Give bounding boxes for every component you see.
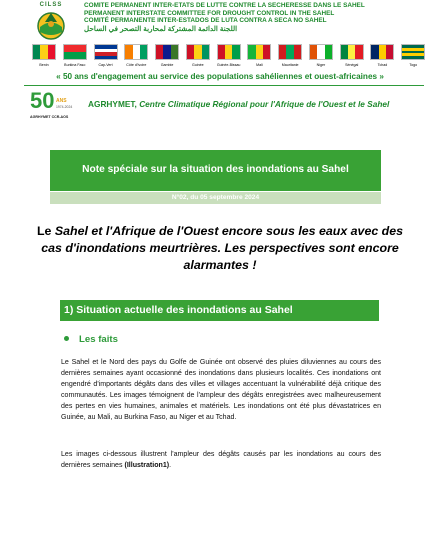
section-heading-band: [60, 300, 379, 321]
agrhymet-name: AGRHYMET,: [88, 99, 137, 109]
divider: [24, 85, 424, 86]
flag-item: [370, 44, 394, 67]
flag-item: [94, 44, 118, 67]
flag-item: [63, 44, 87, 67]
section-heading: 1) Situation actuelle des inondations au Sahel: [64, 304, 293, 316]
bullet-icon: [64, 336, 69, 341]
lead-statement: [30, 223, 410, 274]
flag-item: [186, 44, 210, 67]
cilss-logo: [31, 2, 71, 42]
flag-item: [155, 44, 179, 67]
bullet-label: Les faits: [79, 334, 118, 345]
header-line-ar: اللجنة الدائمة المشتركة لمحاربة التصحر في الساحل: [84, 23, 238, 33]
flag-icon: [247, 44, 271, 60]
flag-icon: [94, 44, 118, 60]
flag-icon: [309, 44, 333, 60]
agrhymet-line: [88, 99, 389, 109]
flag-country-name: Mauritanie: [281, 63, 299, 67]
header-line-fr: COMITE PERMANENT INTER-ETATS DE LUTTE CONTRE LA SECHERESSE DANS LE SAHEL: [84, 2, 365, 9]
page-title: Note spéciale sur la situation des inondations au Sahel: [82, 164, 349, 175]
anniversary-number: 50: [30, 88, 55, 113]
paragraph-images-end: .: [169, 461, 172, 469]
flag-country-name: Togo: [409, 63, 418, 67]
flag-country-name: Guinée-Bissau: [216, 63, 241, 67]
anniversary-logo: [30, 90, 76, 124]
flag-country-name: Mali: [256, 63, 263, 67]
flag-item: [401, 44, 425, 67]
flag-icon: [340, 44, 364, 60]
flag-icon: [186, 44, 210, 60]
flag-icon: [63, 44, 87, 60]
organization-header: [84, 2, 434, 32]
flag-item: [247, 44, 271, 67]
flag-icon: [370, 44, 394, 60]
flag-icon: [155, 44, 179, 60]
paragraph-images: [61, 450, 381, 472]
header-line-pt: COMITÉ PERMANENTE INTER-ESTADOS DE LUTA CONTRA A SECA NO SAHEL: [84, 17, 327, 25]
lead-first-word: Le: [36, 224, 52, 238]
flag-item: [32, 44, 56, 67]
flag-item: [309, 44, 333, 67]
flag-country-name: Tchad: [377, 63, 388, 67]
flag-item: [124, 44, 148, 67]
flag-icon: [217, 44, 241, 60]
member-flags: [30, 44, 430, 70]
flag-icon: [32, 44, 56, 60]
paragraph-facts: Le Sahel et le Nord des pays du Golfe de Guinée ont observé des pluies diluviennes au cours des dernières semaines ayant occasionné des inondations dans plusieurs localités. Ces inondations ont engendré d'importants dégâts dans des villes et villages accentuant la vulnérabilité déjà critique des communautés. Les images témoignent de l'ampleur des dégâts enregistrées avec malheureusement des pertes en vies humaines, animales et matériels. Les inondations ont été plus dévastatrices en Guinée, au Mali, au Burkina Faso, au Niger et au Tchad.: [61, 359, 381, 421]
title-band: [50, 150, 381, 191]
agrhymet-tagline: Centre Climatique Régional pour l'Afrique de l'Ouest et le Sahel: [139, 99, 390, 109]
issue-date: N°02, du 05 septembre 2024: [171, 194, 260, 201]
anniversary-years: 1974-2024: [56, 105, 73, 109]
flag-country-name: Guinée: [192, 63, 204, 67]
motto: « 50 ans d'engagement au service des populations sahéliennes et ouest-africaines »: [56, 72, 384, 81]
flag-item: [340, 44, 364, 67]
lead-text: Sahel et l'Afrique de l'Ouest encore sous les eaux avec des cas d'inondations meurtrières. Les perspectives sont encore alarmantes !: [41, 224, 404, 272]
flag-country-name: Côte d'Ivoire: [126, 63, 147, 67]
flag-icon: [401, 44, 425, 60]
anniversary-org: AGRHYMET CCR-AOS: [30, 115, 69, 119]
flag-item: [217, 44, 241, 67]
flag-country-name: Benin: [39, 63, 49, 67]
flag-item: [278, 44, 302, 67]
illustration-reference: (Illustration1): [124, 461, 170, 469]
flag-icon: [278, 44, 302, 60]
flag-icon: [124, 44, 148, 60]
flag-country-name: Cap-Vert: [98, 63, 113, 67]
anniversary-suffix: ANS: [56, 98, 67, 104]
flag-country-name: Niger: [316, 63, 326, 67]
flag-country-name: Burkina Faso: [64, 63, 86, 67]
flag-country-name: Gambie: [160, 63, 174, 67]
subtitle-band: [50, 192, 381, 204]
cilss-logo-text: CILSS: [39, 2, 63, 8]
flag-country-name: Sénégal: [345, 63, 359, 67]
cilss-emblem-icon: [31, 2, 71, 42]
bullet-heading: [64, 334, 118, 345]
header-line-en: PERMANENT INTERSTATE COMMITTEE FOR DROUGHT CONTROL IN THE SAHEL: [84, 9, 335, 17]
paragraph-images-text: Les images ci-dessous illustrent l'ampleur des dégâts causés par les inondations au cours des dernières semaines: [61, 451, 381, 469]
